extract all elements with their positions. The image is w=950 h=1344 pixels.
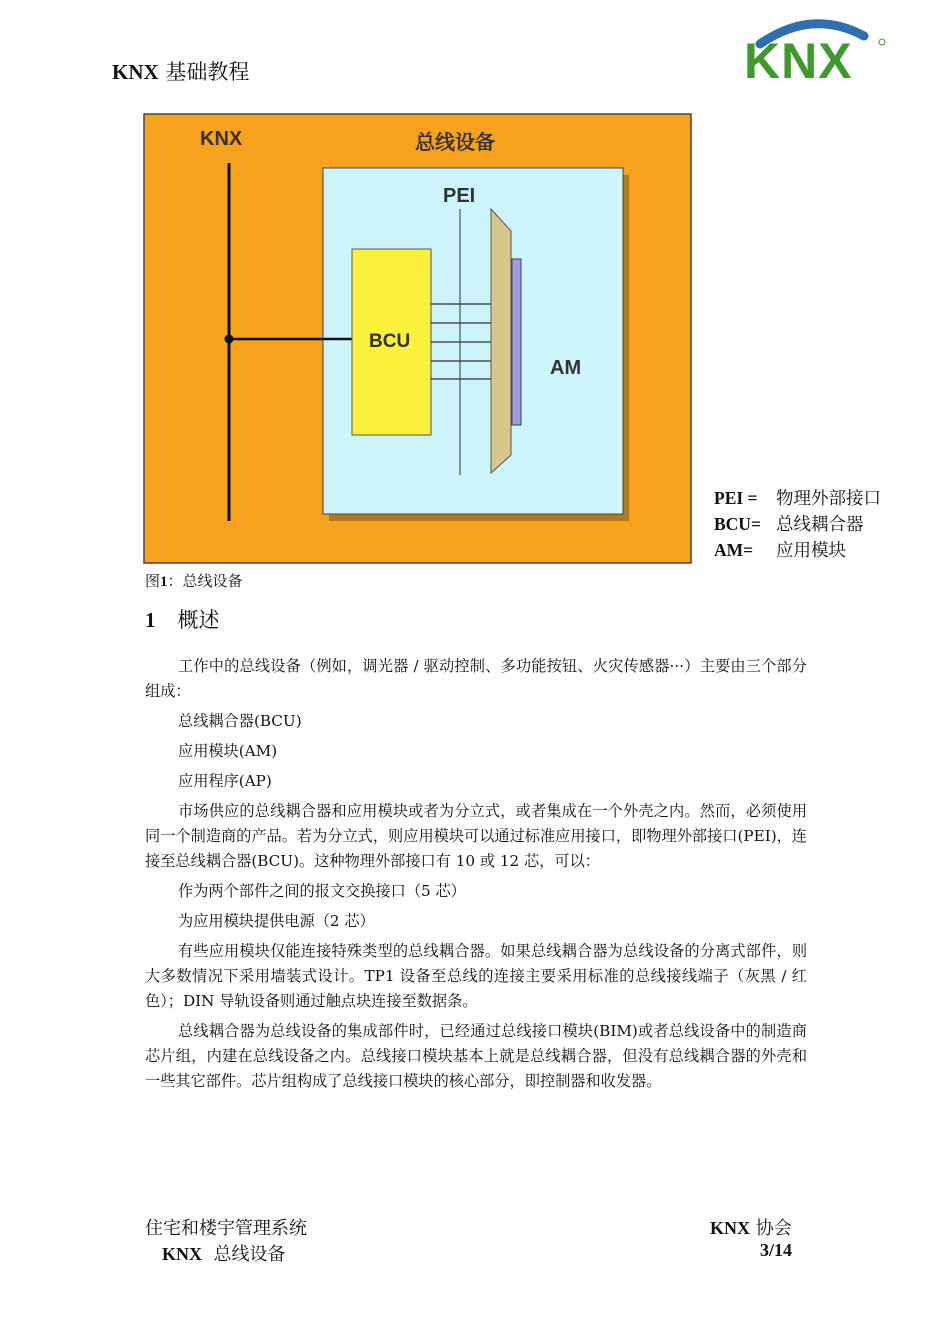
section-heading [145, 604, 220, 634]
paragraph: 有些应用模块仅能连接特殊类型的总线耦合器。如果总线耦合器为总线设备的分离式部件，则大多数情况下采用墙装式设计。TP1 设备至总线的连接主要采用标准的总线接线端子（灰黑 / 红色）；DIN 导轨设备则通过触点块连接至数据条。 [145, 942, 807, 1010]
body-text [145, 654, 807, 1099]
legend-key: PEI = [714, 488, 758, 508]
section-number: 1 [145, 608, 156, 632]
footer-right-top [710, 1214, 792, 1240]
header-title-text: 基础教程 [165, 60, 250, 84]
caption-num: 1 [160, 574, 168, 590]
document-header-title [112, 56, 249, 86]
list-item: 应用程序(AP) [178, 772, 272, 790]
legend-row-pei [714, 486, 881, 512]
logo-text: KNX [744, 33, 853, 84]
legend-key: BCU= [714, 514, 761, 534]
caption-text: 总线设备 [182, 572, 243, 590]
bus-device-diagram [143, 113, 693, 565]
list-item: 为应用模块提供电源（2 芯） [178, 912, 375, 930]
legend-row-am [714, 538, 881, 564]
legend-key: AM= [714, 540, 754, 560]
section-title: 概述 [177, 608, 220, 632]
list-item: 应用模块(AM) [178, 742, 278, 760]
bus-junction-dot [225, 335, 234, 344]
legend-value: 总线耦合器 [776, 515, 864, 535]
paragraph: 总线耦合器为总线设备的集成部件时，已经通过总线接口模块(BIM)或者总线设备中的制造商芯片组，内建在总线设备之内。总线接口模块基本上就是总线耦合器，但没有总线耦合器的外壳和一些其它部件。芯片组构成了总线接口模块的核心部分，即控制器和收发器。 [145, 1022, 807, 1090]
footer-org-brand: KNX [710, 1218, 750, 1238]
caption-sep: ： [167, 572, 183, 590]
footer-left-top: 住宅和楼宇管理系统 [145, 1218, 307, 1239]
page-number: 3/14 [760, 1240, 793, 1260]
device-label: 总线设备 [415, 130, 495, 154]
pei-connector [491, 209, 511, 473]
legend-row-bcu [714, 512, 881, 538]
bus-label: KNX [200, 128, 243, 150]
registered-mark-icon [879, 39, 885, 45]
list-item: 作为两个部件之间的报文交换接口（5 芯） [178, 882, 466, 900]
caption-prefix: 图 [145, 572, 161, 590]
footer-org-text: 协会 [755, 1218, 792, 1239]
legend-value: 应用模块 [776, 541, 846, 561]
legend-value: 物理外部接口 [776, 489, 881, 509]
paragraph: 市场供应的总线耦合器和应用模块或者为分立式，或者集成在一个外壳之内。然而，必须使用同一个制造商的产品。若为分立式，则应用模块可以通过标准应用接口，即物理外部接口(PEI)，连接至总线耦合器(BCU)。这种物理外部接口有 10 或 12 芯，可以： [145, 802, 807, 870]
figure-legend [714, 486, 881, 564]
footer-brand: KNX [162, 1244, 202, 1264]
footer-left-bottom [162, 1240, 285, 1266]
connector-contacts [512, 259, 521, 425]
list-item: 总线耦合器(BCU) [178, 712, 302, 730]
paragraph: 工作中的总线设备（例如，调光器 / 驱动控制、多功能按钮、火灾传感器···）主要由三个部分组成： [145, 657, 807, 700]
bcu-label: BCU [369, 331, 411, 352]
header-brand: KNX [112, 60, 159, 84]
knx-logo [742, 14, 888, 84]
am-label: AM [550, 357, 582, 379]
pei-label: PEI [443, 185, 476, 207]
figure-caption [145, 570, 243, 591]
footer-doc-title: 总线设备 [213, 1244, 286, 1265]
